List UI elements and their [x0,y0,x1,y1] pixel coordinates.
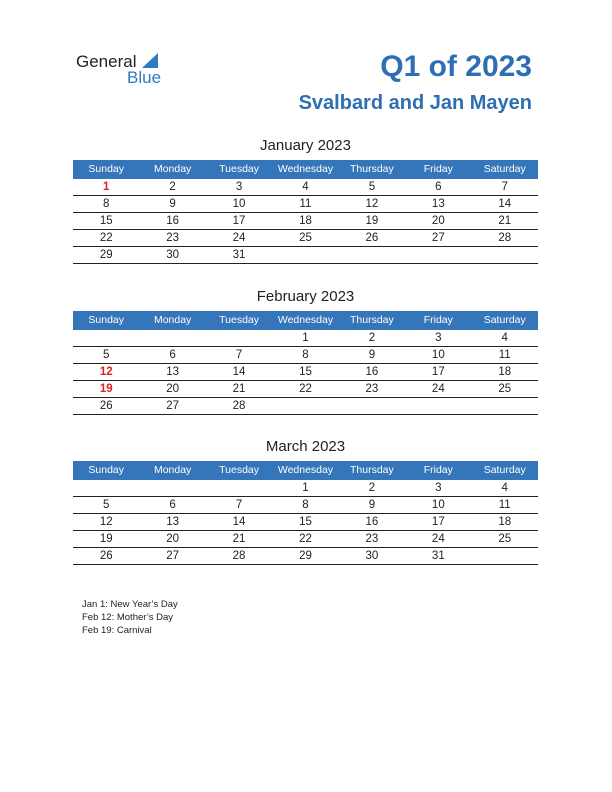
day-cell [73,480,139,496]
day-cell: 27 [166,400,180,412]
day-cell: 28 [498,232,512,244]
day-cell: 21 [232,533,246,545]
day-cell: 8 [302,499,309,511]
holiday-note: Jan 1: New Year’s Day [82,599,178,610]
day-cell: 8 [103,198,110,210]
day-cell: 16 [166,215,180,227]
day-cell: 16 [365,366,379,378]
month-title: March 2023 [265,438,346,455]
day-cell: 7 [235,499,243,511]
day-cell: 6 [169,499,176,511]
day-cell: 10 [431,499,445,511]
day-cell [139,480,205,496]
month-calendar-march [73,436,538,565]
day-cell: 14 [232,366,246,378]
day-cell: 13 [166,366,180,378]
week-row [73,330,538,347]
day-cell: 15 [299,366,312,378]
weekday-header-cell: Tuesday [219,314,259,326]
day-cell [405,247,471,263]
day-cell: 5 [103,349,110,361]
weekday-header-cell: Thursday [350,314,394,326]
day-cell: 4 [501,482,508,494]
day-cell: 16 [365,516,379,528]
week-row [73,548,538,565]
day-cell: 23 [166,232,180,244]
day-cell: 24 [431,383,445,395]
day-cell: 14 [498,198,512,210]
weekday-header-cell: Wednesday [277,464,334,476]
day-cell: 21 [232,383,246,395]
day-cell: 3 [435,332,442,344]
weekday-header-cell: Monday [153,163,192,175]
day-cell: 2 [368,482,376,494]
week-row [73,364,538,381]
day-cell: 27 [431,232,445,244]
weekday-header-cell: Wednesday [277,163,334,175]
day-cell: 15 [99,215,113,227]
day-cell [339,247,405,263]
day-cell [472,247,538,263]
day-cell [206,480,272,496]
weekday-header-row [73,311,538,330]
week-row [73,196,538,213]
day-cell: 2 [169,181,176,193]
weekday-header-cell: Monday [153,464,192,476]
month-calendar-january [73,135,538,264]
day-cell: 17 [431,366,445,378]
weekday-header-row [73,461,538,480]
day-cell: 29 [299,550,312,562]
day-cell: 11 [498,499,511,511]
day-cell [339,398,405,414]
week-row [73,480,538,497]
day-cell: 22 [99,232,113,244]
day-cell: 3 [435,482,442,494]
day-cell: 10 [431,349,445,361]
week-row [73,230,538,247]
day-cell: 31 [431,550,445,562]
day-cell: 28 [232,400,246,412]
month-calendar-february [73,286,538,415]
day-cell: 18 [498,516,512,528]
day-cell: 19 [365,215,379,227]
holiday-note: Feb 19: Carnival [82,625,152,636]
week-row [73,347,538,364]
day-cell [139,330,205,346]
day-cell: 24 [232,232,246,244]
weekday-header-cell: Tuesday [219,163,259,175]
day-cell: 18 [299,215,312,227]
day-cell: 2 [368,332,376,344]
week-row [73,381,538,398]
weekday-header-cell: Thursday [350,464,394,476]
week-row [73,497,538,514]
day-cell: 3 [235,181,243,193]
week-row [73,398,538,415]
day-cell: 12 [365,198,379,210]
holiday-notes [82,598,178,637]
day-cell: 15 [299,516,312,528]
day-cell: 24 [431,533,445,545]
page-title: Q1 of 2023 [380,50,532,83]
weekday-header-cell: Saturday [483,464,526,476]
day-cell [472,548,538,564]
day-cell: 12 [99,366,113,378]
week-row [73,514,538,531]
day-cell: 22 [299,533,312,545]
day-cell: 13 [166,516,180,528]
day-cell: 4 [501,332,508,344]
day-cell: 22 [299,383,312,395]
weekday-header-cell: Sunday [88,163,125,175]
weekday-header-cell: Friday [423,464,453,476]
day-cell: 18 [498,366,512,378]
day-cell: 26 [99,550,113,562]
weekday-header-row [73,160,538,179]
day-cell: 7 [501,181,508,193]
weekday-header-cell: Tuesday [219,464,259,476]
day-cell: 10 [232,198,246,210]
day-cell: 26 [365,232,379,244]
week-row [73,247,538,264]
day-cell: 9 [368,499,376,511]
day-cell: 27 [166,550,180,562]
day-cell: 30 [365,550,379,562]
day-cell: 31 [232,249,246,261]
day-cell: 11 [299,198,312,210]
day-cell: 7 [235,349,243,361]
day-cell: 9 [169,198,176,210]
day-cell: 25 [498,533,512,545]
day-cell [405,398,471,414]
day-cell: 5 [368,181,376,193]
day-cell: 6 [435,181,442,193]
day-cell: 13 [431,198,445,210]
week-row [73,531,538,548]
day-cell [472,398,538,414]
weekday-header-cell: Wednesday [277,314,334,326]
day-cell [206,330,272,346]
day-cell: 1 [302,482,309,494]
page-subtitle: Svalbard and Jan Mayen [298,92,532,114]
day-cell: 14 [232,516,246,528]
logo [76,52,186,88]
day-cell: 29 [99,249,113,261]
day-cell: 9 [368,349,376,361]
day-cell: 26 [99,400,113,412]
day-cell [272,398,338,414]
day-cell: 23 [365,383,379,395]
day-cell: 17 [232,215,246,227]
day-cell: 25 [299,232,312,244]
day-cell: 23 [365,533,379,545]
weekday-header-cell: Thursday [350,163,394,175]
week-row [73,179,538,196]
day-cell: 5 [103,499,110,511]
day-cell: 25 [498,383,512,395]
weekday-header-cell: Friday [423,314,453,326]
day-cell: 17 [431,516,445,528]
logo-triangle-icon [142,53,158,68]
week-row [73,213,538,230]
day-cell: 20 [431,215,445,227]
weekday-header-cell: Sunday [88,464,125,476]
day-cell: 12 [99,516,113,528]
day-cell: 19 [99,383,113,395]
logo-blue-text: Blue [127,68,162,87]
month-title: January 2023 [260,137,351,154]
day-cell: 28 [232,550,246,562]
day-cell: 6 [169,349,176,361]
day-cell: 1 [302,332,309,344]
weekday-header-cell: Sunday [88,314,125,326]
day-cell: 20 [166,383,180,395]
day-cell: 30 [166,249,180,261]
day-cell: 11 [498,349,511,361]
day-cell [73,330,139,346]
weekday-header-cell: Friday [423,163,453,175]
day-cell: 21 [498,215,512,227]
day-cell [272,247,338,263]
day-cell: 19 [99,533,113,545]
day-cell: 20 [166,533,180,545]
weekday-header-cell: Saturday [483,163,526,175]
day-cell: 4 [302,181,309,193]
holiday-note: Feb 12: Mother’s Day [82,612,173,623]
day-cell: 1 [103,181,110,193]
day-cell: 8 [302,349,309,361]
logo-general-text: General [76,52,137,71]
weekday-header-cell: Monday [153,314,192,326]
weekday-header-cell: Saturday [483,314,526,326]
month-title: February 2023 [256,288,355,305]
